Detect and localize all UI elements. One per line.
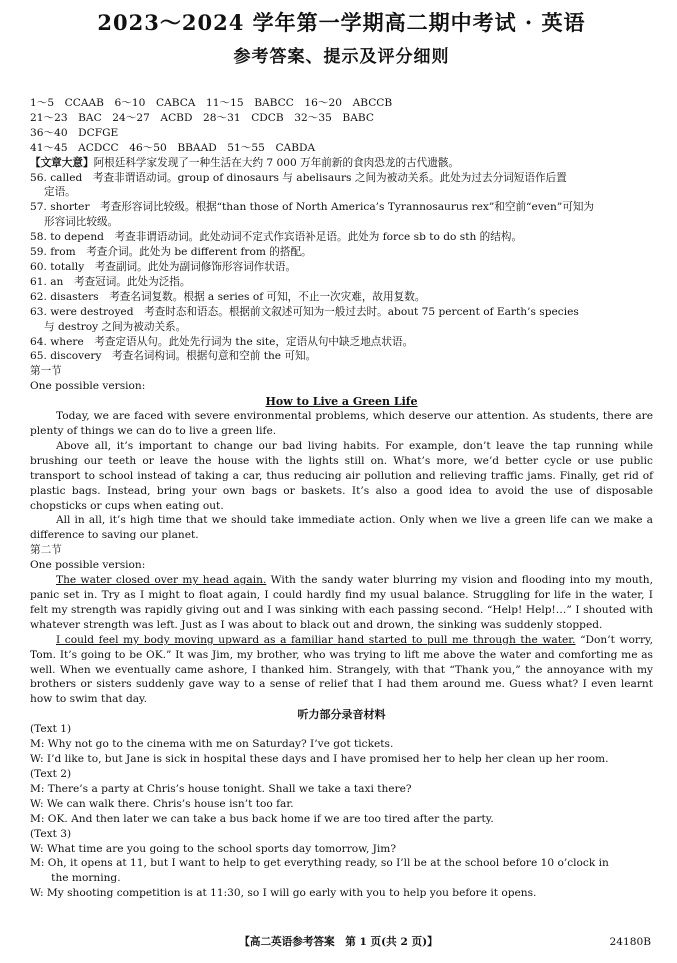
grammar-item: 65. discovery 考查名词构词。根据句意和空前 the 可知。 <box>30 350 317 363</box>
given-opening-sentence: I could feel my body moving upward as a familiar hand started to pull me through the water. <box>56 633 576 646</box>
grammar-item: 60. totally 考查副词。此处为副词修饰形容词作状语。 <box>30 260 297 273</box>
transcript-line: W: We can walk there. Chris’s house isn’t too far. <box>30 797 294 810</box>
transcript-line: W: I’d like to, but Jane is sick in hospital these days and I have promised her to help her clean up her room. <box>30 753 609 766</box>
grammar-item: 63. were destroyed 考查时态和语态。根据前文叙述可知为一般过去时。about 75 percent of Earth’s species <box>30 305 579 318</box>
listening-title: 听力部分录音材料 <box>297 708 386 722</box>
writing-section-2 <box>30 543 653 573</box>
grammar-item-cont: 与 destroy 之间为被动关系。 <box>44 320 187 333</box>
answer-line: 1～5 CCAAB 6～10 CABCA 11～15 BABCC 16～20 ABCCB <box>30 97 393 109</box>
essay-paragraph: Today, we are faced with severe environmental problems, which deserve our attention. As students, there are plenty of things we can do to live a green life. <box>30 410 653 438</box>
given-opening-sentence: The water closed over my head again. <box>56 574 267 587</box>
writing-section-1 <box>30 364 653 394</box>
footer-code: 24180B <box>609 936 651 948</box>
grammar-item: 56. called 考查非谓语动词。group of dinosaurs 与 abelisaurs 之间为被动关系。此处为过去分词短语作后置 <box>30 171 567 184</box>
transcript-line: the morning. <box>30 872 121 885</box>
transcript-line: (Text 1) <box>30 723 72 736</box>
transcript-line: W: What time are you going to the school sports day tomorrow, Jim? <box>30 842 397 855</box>
page-subtitle: 参考答案、提示及评分细则 <box>233 47 450 67</box>
grammar-answers <box>30 171 653 365</box>
answer-key <box>30 96 653 171</box>
grammar-item: 64. where 考查定语从句。此处先行词为 the site，定语从句中缺乏地点状语。 <box>30 335 414 348</box>
transcript-line: M: Why not go to the cinema with me on Saturday? I’ve got tickets. <box>30 738 394 751</box>
transcript-line: M: There’s a party at Chris’s house tonight. Shall we take a taxi there? <box>30 782 412 795</box>
grammar-item: 58. to depend 考查非谓语动词。此处动词不定式作宾语补足语。此处为 force sb to do sth 的结构。 <box>30 231 523 244</box>
answer-line: 41～45 ACDCC 46～50 BBAAD 51～55 CABDA <box>30 141 316 154</box>
grammar-item: 59. from 考查介词。此处为 be different from 的搭配。 <box>30 246 312 259</box>
answer-line: 36～40 DCFGE <box>30 126 119 139</box>
transcript-line: (Text 2) <box>30 767 72 780</box>
transcript-line: W: My shooting competition is at 11:30, so I will go early with you to help you before it opens. <box>30 887 537 900</box>
version-label: One possible version: <box>30 559 146 572</box>
transcript-line: M: OK. And then later we can take a bus back home if we are too tired after the party. <box>30 812 494 825</box>
section-label: 第一节 <box>30 365 62 378</box>
grammar-item-cont: 定语。 <box>44 186 76 199</box>
transcript-line: M: Oh, it opens at 11, but I want to help to get everything ready, so I’ll be at the school before 10 o’clock in <box>30 857 609 870</box>
grammar-item: 62. disasters 考查名词复数。根据 a series of 可知，不止一次灾难，故用复数。 <box>30 290 426 303</box>
grammar-item: 61. an 考查冠词。此处为泛指。 <box>30 275 191 288</box>
grammar-item: 57. shorter 考查形容词比较级。根据“than those of North America’s Tyrannosaurus rex”和空前“even”可知为 <box>30 201 595 214</box>
summary-line <box>30 156 653 171</box>
essay-title: How to Live a Green Life <box>265 395 418 409</box>
continuation-paragraph <box>30 633 653 708</box>
answer-line: 21～23 BAC 24～27 ACBD 28～31 CDCB 32～35 BABC <box>30 111 374 124</box>
transcript-line: (Text 3) <box>30 827 72 840</box>
essay-paragraph: All in all, it’s high time that we should take immediate action. Only when we live a green life can we make a difference to saving our planet. <box>30 514 653 542</box>
continuation-paragraph <box>30 573 653 633</box>
listening-transcript <box>30 722 653 901</box>
footer-page-info: 【高二英语参考答案 第 1 页(共 2 页)】 <box>239 936 438 948</box>
section-label: 第二节 <box>30 544 62 557</box>
essay-paragraph: Above all, it’s important to change our bad living habits. For example, don’t leave the tap running while brushing our teeth or leave the house with the lights still on. What’s more, we’d better cycle or use public transport to school instead of taking a car, thus reducing air pollution and relieving traffic jams. Finally, get rid of plastic bags. Instead, bring your own bags or baskets. It’s also a good idea to avoid the use of disposable chopsticks or cups when eating out. <box>30 439 653 512</box>
paragraph-text: “Don’t worry, Tom. It’s going to be OK.” It was Jim, my brother, who was trying to lift me above the water and comforting me as well. When we eventually came ashore, I thanked him. Strangely, with that “Thank you,” the annoyance with my brothers or sisters suddenly gave way to a sense of relief that I had them around me. Guess what? I even learnt how to swim that day. <box>30 633 653 706</box>
summary-text: 阿根廷科学家发现了一种生活在大约 7 000 万年前新的食肉恐龙的古代遗骸。 <box>93 156 460 169</box>
paragraph-text: With the sandy water blurring my vision and flooding into my mouth, panic set in. Try as I might to float again, I could hardly find my usual balance. Struggling for life in the water, I felt my strength was rapidly giving out and I was sinking with each passing second. “Help! Help!…” I shouted with whatever strength was left. Just as I was about to black out and drown, the sinking was suddenly stopped. <box>30 574 653 631</box>
grammar-item-cont: 形容词比较级。 <box>44 216 119 229</box>
version-label: One possible version: <box>30 380 146 393</box>
summary-tag: 【文章大意】 <box>30 156 94 169</box>
page-title: 2023～2024 学年第一学期高二期中考试 · 英语 <box>97 10 586 35</box>
